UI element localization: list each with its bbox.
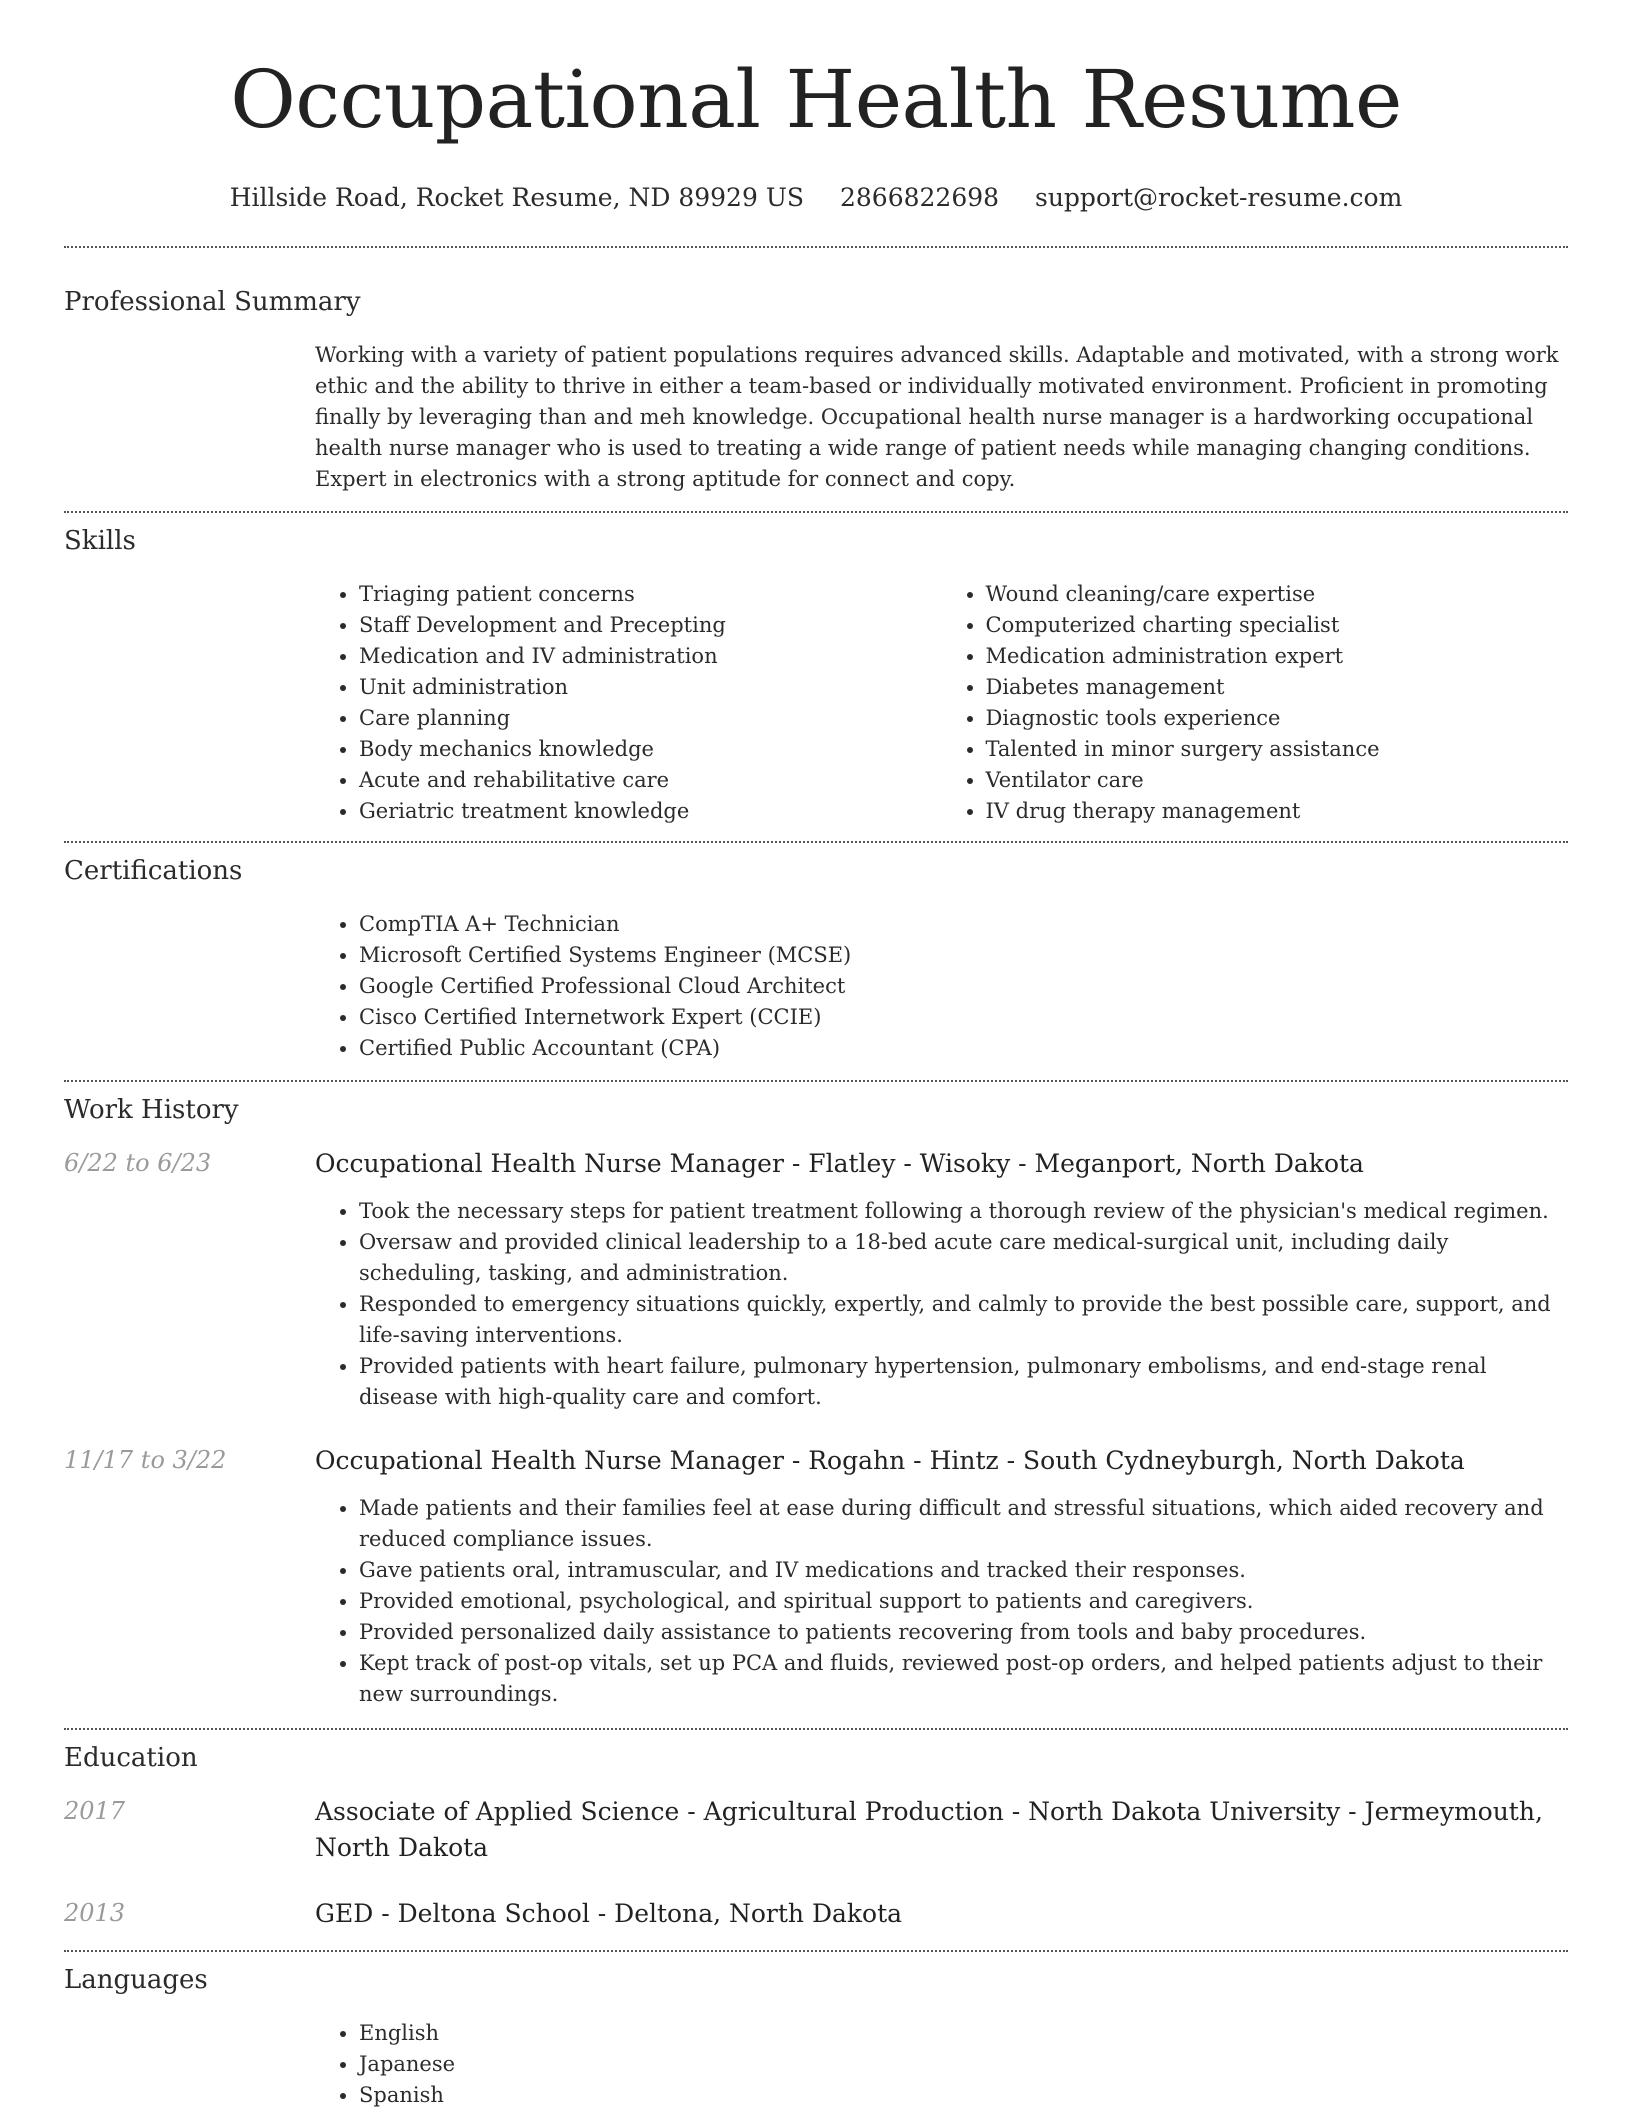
- education-entry: [64, 1896, 1568, 1932]
- list-item: • Medication administration expert: [986, 641, 1569, 672]
- section-title-languages: Languages: [64, 1965, 208, 1995]
- contact-line: [64, 182, 1568, 214]
- list-item: • Care planning: [359, 703, 942, 734]
- list-item: • Kept track of post-op vitals, set up PCA and fluids, reviewed post-op orders, and helped patients adjust to their new surroundings.: [359, 1648, 1568, 1710]
- list-item: • Medication and IV administration: [359, 641, 942, 672]
- job-title: Occupational Health Nurse Manager - Rogahn - Hintz - South Cydneyburgh, North Dakota: [315, 1446, 1465, 1475]
- education-entry: [64, 1794, 1568, 1866]
- section-skills: [64, 513, 1568, 827]
- certifications-list: [315, 909, 1568, 1064]
- section-certifications: [64, 843, 1568, 1064]
- list-item: • Took the necessary steps for patient treatment following a thorough review of the physician's medical regimen.: [359, 1196, 1568, 1227]
- list-item: • IV drug therapy management: [986, 796, 1569, 827]
- list-item: • Spanish: [359, 2080, 1568, 2111]
- list-item: • Wound cleaning/care expertise: [986, 579, 1569, 610]
- list-item: • Triaging patient concerns: [359, 579, 942, 610]
- section-title-work: Work History: [64, 1095, 239, 1125]
- section-title-education: Education: [64, 1743, 198, 1773]
- list-item: • Google Certified Professional Cloud Architect: [359, 971, 1568, 1002]
- contact-address: Hillside Road, Rocket Resume, ND 89929 US: [229, 183, 805, 212]
- list-item: • Diabetes management: [986, 672, 1569, 703]
- list-item: • Acute and rehabilitative care: [359, 765, 942, 796]
- list-item: • Japanese: [359, 2049, 1568, 2080]
- list-item: • Staff Development and Precepting: [359, 610, 942, 641]
- summary-text: Working with a variety of patient populations requires advanced skills. Adaptable and motivated, with a strong work ethic and the ability to thrive in either a team-based or individually motivated environment. Proficient in promoting finally by leveraging than and meh knowledge. Occupational health nurse manager is a hardworking occupational health nurse manager who is used to treating a wide range of patient needs while managing changing conditions. Expert in electronics with a strong aptitude for connect and copy.: [315, 343, 1559, 491]
- job-date: 11/17 to 3/22: [64, 1446, 227, 1474]
- list-item: • Certified Public Accountant (CPA): [359, 1033, 1568, 1064]
- list-item: • Provided personalized daily assistance to patients recovering from tools and baby procedures.: [359, 1617, 1568, 1648]
- education-title: Associate of Applied Science - Agricultural Production - North Dakota University - Jermeymouth, North Dakota: [315, 1797, 1543, 1862]
- list-item: • CompTIA A+ Technician: [359, 909, 1568, 940]
- education-title: GED - Deltona School - Deltona, North Dakota: [315, 1899, 903, 1928]
- list-item: • Gave patients oral, intramuscular, and IV medications and tracked their responses.: [359, 1555, 1568, 1586]
- list-item: • Unit administration: [359, 672, 942, 703]
- list-item: • Provided patients with heart failure, pulmonary hypertension, pulmonary embolisms, and end-stage renal disease with high-quality care and comfort.: [359, 1351, 1568, 1413]
- list-item: • Responded to emergency situations quickly, expertly, and calmly to provide the best possible care, support, and life-saving interventions.: [359, 1289, 1568, 1351]
- job-title: Occupational Health Nurse Manager - Flatley - Wisoky - Meganport, North Dakota: [315, 1149, 1364, 1178]
- skills-list-left: [315, 579, 942, 827]
- job-entry: [64, 1146, 1568, 1413]
- list-item: • Oversaw and provided clinical leadership to a 18-bed acute care medical-surgical unit, including daily scheduling, tasking, and administration.: [359, 1227, 1568, 1289]
- list-item: • Talented in minor surgery assistance: [986, 734, 1569, 765]
- skills-list-right: [942, 579, 1569, 827]
- list-item: • Provided emotional, psychological, and spiritual support to patients and caregivers.: [359, 1586, 1568, 1617]
- section-languages: [64, 1952, 1568, 2111]
- job-bullets: [315, 1196, 1568, 1413]
- section-summary: [64, 248, 1568, 495]
- contact-email: support@rocket-resume.com: [1035, 183, 1403, 212]
- education-date: 2017: [64, 1797, 126, 1825]
- section-title-skills: Skills: [64, 526, 136, 556]
- list-item: • Geriatric treatment knowledge: [359, 796, 942, 827]
- section-title-certifications: Certifications: [64, 856, 243, 886]
- list-item: • Cisco Certified Internetwork Expert (CCIE): [359, 1002, 1568, 1033]
- job-date: 6/22 to 6/23: [64, 1149, 212, 1177]
- list-item: • Computerized charting specialist: [986, 610, 1569, 641]
- languages-list: [315, 2018, 1568, 2111]
- education-date: 2013: [64, 1899, 126, 1927]
- list-item: • Microsoft Certified Systems Engineer (MCSE): [359, 940, 1568, 971]
- job-entry: [64, 1443, 1568, 1710]
- resume-name: Occupational Health Resume: [230, 53, 1402, 146]
- list-item: • Body mechanics knowledge: [359, 734, 942, 765]
- section-education: [64, 1730, 1568, 1932]
- section-work-history: [64, 1082, 1568, 1710]
- job-bullets: [315, 1493, 1568, 1710]
- list-item: • English: [359, 2018, 1568, 2049]
- list-item: • Made patients and their families feel at ease during difficult and stressful situations, which aided recovery and reduced compliance issues.: [359, 1493, 1568, 1555]
- section-title-summary: Professional Summary: [64, 287, 361, 317]
- list-item: • Diagnostic tools experience: [986, 703, 1569, 734]
- contact-phone: 2866822698: [839, 183, 1000, 212]
- list-item: • Ventilator care: [986, 765, 1569, 796]
